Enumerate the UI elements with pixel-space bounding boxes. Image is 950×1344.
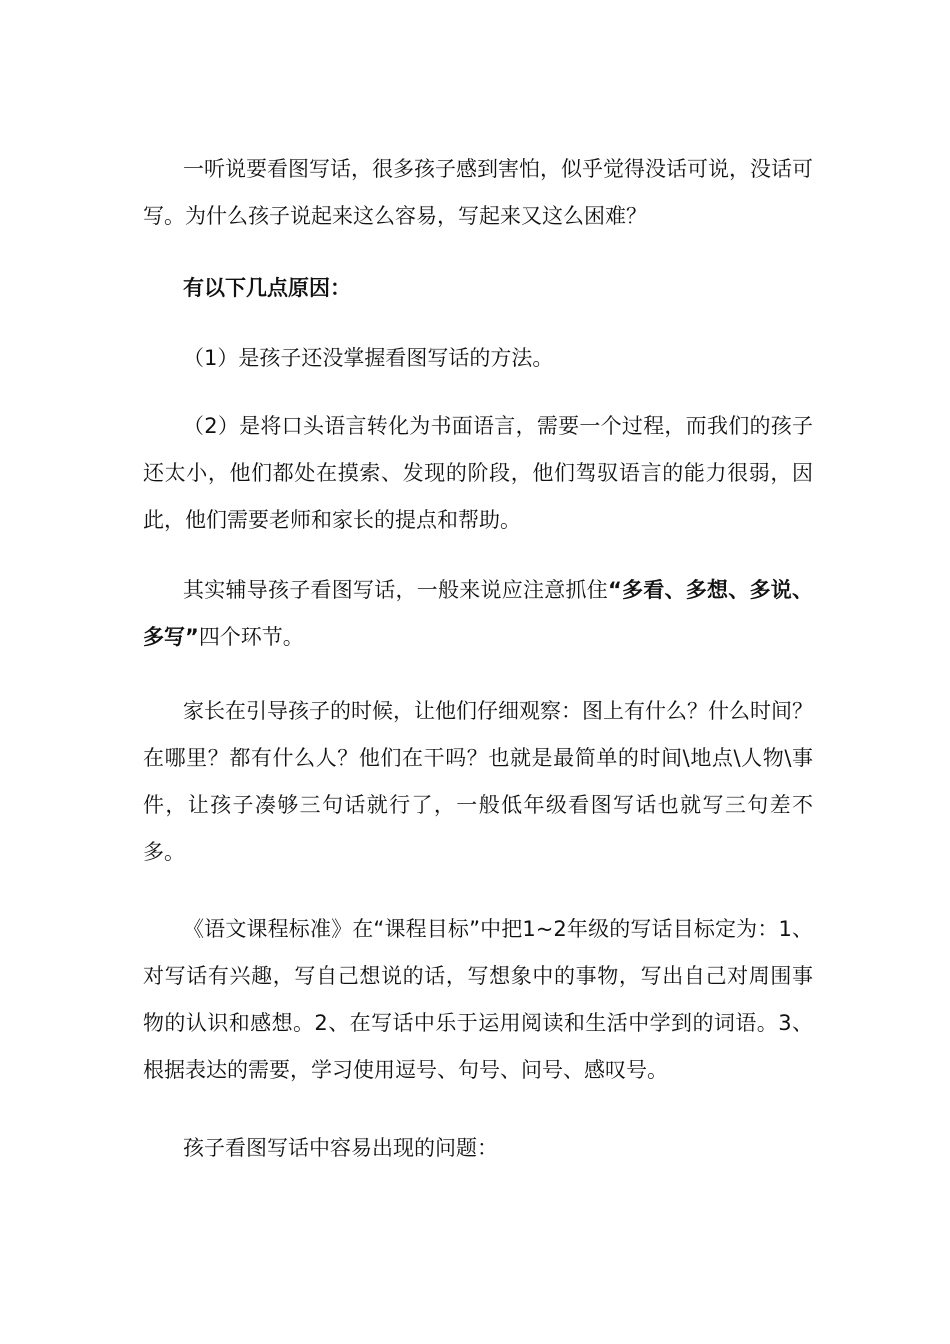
four-steps-bold: “多看、多想、多说、多写”: [143, 578, 814, 649]
paragraph-reasons-heading: 有以下几点原因：: [183, 276, 351, 300]
paragraph-curriculum-standard: 《语文课程标准》在“课程目标”中把1~2年级的写话目标定为：1、对写话有兴趣，写自己想说的话，写想象中的事物，写出自己对周围事物的认识和感想。2、在写话中乐于运用阅读和生活中学到的词语。3、根据表达的需要，学习使用逗号、句号、问号、感叹号。: [143, 917, 813, 1082]
paragraph-reason-2: （2）是将口头语言转化为书面语言，需要一个过程，而我们的孩子还太小，他们都处在摸索、发现的阶段，他们驾驭语言的能力很弱，因此，他们需要老师和家长的提点和帮助。: [143, 414, 813, 532]
paragraph-four-steps: [143, 567, 813, 661]
paragraph-common-problems: 孩子看图写话中容易出现的问题：: [183, 1136, 498, 1160]
paragraph-intro: 一听说要看图写话，很多孩子感到害怕，似乎觉得没话可说，没话可写。为什么孩子说起来这么容易，写起来又这么困难？: [143, 157, 813, 228]
four-steps-after: 四个环节。: [198, 625, 304, 649]
four-steps-before: 其实辅导孩子看图写话，一般来说应注意抓住: [183, 578, 608, 602]
paragraph-reason-1: （1）是孩子还没掌握看图写话的方法。: [183, 346, 554, 370]
paragraph-parent-guidance: 家长在引导孩子的时候，让他们仔细观察：图上有什么？什么时间？在哪里？都有什么人？他们在干吗？也就是最简单的时间\地点\人物\事件，让孩子凑够三句话就行了，一般低年级看图写话也就写三句差不多。: [143, 699, 813, 864]
